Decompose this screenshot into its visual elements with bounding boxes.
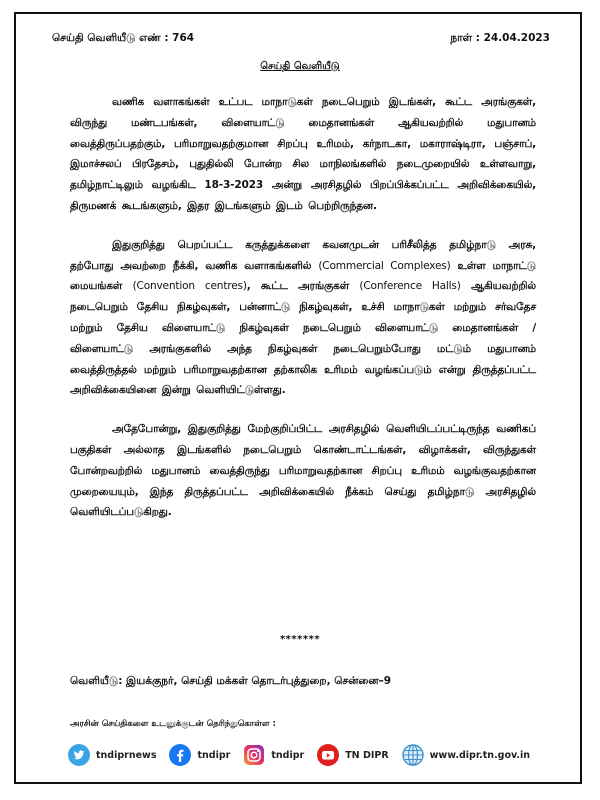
- follow-text: அரசின் செய்திகளை உடனுக்குடன் தெரிந்துகொள்ள :: [70, 719, 276, 729]
- paragraph-3: அதேபோன்று, இதுகுறித்து மேற்குறிப்பிட்ட அரசிதழில் வெளியிடப்பட்டிருந்த வணிகப் பகுதிகள் அல்லாத இடங்களில் நடைபெறும் கொண்டாட்டங்கள், விழாக்கள், விருந்துகள் போன்றவற்றில் மதுபானம் வைத்திருந்து பரிமாறுவதற்கான சிறப்பு உரிமம் வழங்குவதற்கான முறையையும், இந்த திருத்தப்பட்ட அறிவிக்கையில் நீக்கம் செய்து தமிழ்நாடு அரசிதழில் வெளியிடப்படுகிறது.: [70, 423, 536, 519]
- document-title: [0, 61, 600, 73]
- twitter-icon: [68, 744, 90, 766]
- social-youtube[interactable]: [317, 744, 388, 766]
- document-header: [52, 32, 550, 45]
- globe-icon: [402, 744, 424, 766]
- social-website[interactable]: [402, 744, 530, 766]
- social-instagram[interactable]: [243, 744, 304, 766]
- social-twitter[interactable]: [68, 744, 156, 766]
- social-label: www.dipr.tn.gov.in: [429, 749, 531, 761]
- paragraph-2-text: உள்ள மாநாட்டு மையங்கள்: [70, 259, 536, 293]
- release-date: நாள் : 24.04.2023: [450, 32, 550, 44]
- separator: *******: [279, 634, 321, 645]
- social-label: tndiprnews: [96, 749, 157, 761]
- youtube-icon: [317, 744, 339, 766]
- social-label: TN DIPR: [345, 749, 389, 761]
- facebook-icon: [169, 744, 191, 766]
- social-facebook[interactable]: [169, 744, 230, 766]
- social-label: tndipr: [271, 749, 305, 761]
- release-line: வெளியீடு: இயக்குநர், செய்தி மக்கள் தொடர்புத்துறை, சென்னை–9: [70, 675, 392, 687]
- instagram-icon: [243, 744, 265, 766]
- paragraph-2-text: ஆகியவற்றில் நடைபெறும் தேசிய நிகழ்வுகள், பன்னாட்டு நிகழ்வுகள், உச்சி மாநாடுகள் மற்றும் சர்வதேச மற்றும் தேசிய விளையாட்டு நிகழ்வுகள் நடைபெறும் விளையாட்டு மைதானங்கள் / விளையாட்டு அரங்குகளில் அந்த நிகழ்வுகள் நடைபெறும்போது மட்டும் மதுபானம் வைத்திருத்தல் மற்றும் பரிமாறுவதற்கான தற்காலிக உரிமம் வழங்கப்படும் என்று திருத்தப்பட்ட அறிவிக்கையினை இன்று வெளியிட்டுள்ளது.: [70, 280, 536, 397]
- paragraph-2: [70, 235, 536, 401]
- document-body: [70, 92, 536, 541]
- social-links: [68, 744, 543, 766]
- paragraph-2-text: , கூட்ட அரங்குகள்: [246, 280, 360, 293]
- release-number: செய்தி வெளியீடு எண் : 764: [52, 32, 195, 44]
- paragraph-2-text: இதுகுறித்து பெறப்பட்ட கருத்துக்களை கவனமுடன் பரிசீலித்த தமிழ்நாடு அரசு, தற்போது அவற்றை நீக்கி, வணிக வளாகங்களில்: [70, 238, 536, 272]
- social-label: tndipr: [197, 749, 231, 761]
- english-term: (Commercial Complexes): [318, 259, 451, 272]
- paragraph-1: வணிக வளாகங்கள் உட்பட மாநாடுகள் நடைபெறும் இடங்கள், கூட்ட அரங்குகள், விருந்து மண்டபங்கள், விளையாட்டு மைதானங்கள் ஆகியவற்றில் மதுபானம் வைத்திருப்பதற்கும், பரிமாறுவதற்குமான சிறப்பு உரிமம், கர்நாடகா, மகாராஷ்டிரா, பஞ்சாப், இமாச்சலப் பிரதேசம், புதுதில்லி போன்ற சில மாநிலங்களில் நடைமுறையில் உள்ளவாறு, தமிழ்நாட்டிலும் வழங்கிட 18-3-2023 அன்று அரசிதழில் பிறப்பிக்கப்பட்ட அறிவிக்கையில், திருமணக் கூடங்களும், இதர இடங்களும் இடம் பெற்றிருந்தன.: [70, 96, 536, 212]
- english-term: (Conference Halls): [359, 280, 461, 293]
- english-term: (Convention centres): [132, 280, 247, 293]
- document-title-text: செய்தி வெளியீடு: [260, 61, 340, 72]
